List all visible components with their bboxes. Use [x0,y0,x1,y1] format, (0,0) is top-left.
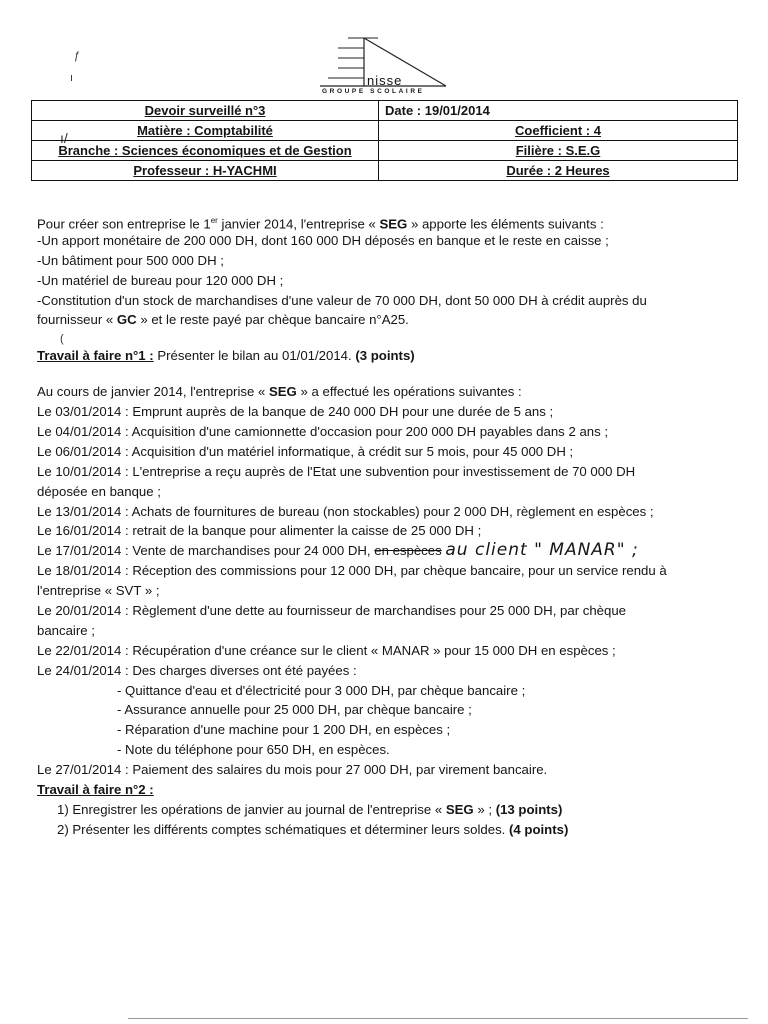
task-2-item: 2) Présenter les différents comptes schématiques et déterminer leurs soldes. (4 points) [57,821,569,837]
operations-intro: Au cours de janvier 2014, l'entreprise « SEG » a effectué les opérations suivantes : [37,384,522,400]
header-row [32,121,738,141]
header-row [32,141,738,161]
handwritten-note: au client " MANAR" ; [445,540,639,561]
exam-duration: Durée : 2 Heures [379,161,738,181]
operation-line: Le 16/01/2014 : retrait de la banque pour alimenter la caisse de 25 000 DH ; [37,523,482,539]
exam-branch: Branche : Sciences économiques et de Gestion [32,141,379,161]
exam-subject: Matière : Comptabilité [32,121,379,141]
intro-item: -Un matériel de bureau pour 120 000 DH ; [37,272,284,288]
struck-text: en espèces [374,543,442,559]
header-row [32,161,738,181]
exam-body [37,211,749,840]
operation-line: Le 10/01/2014 : L'entreprise a reçu auprès de l'Etat une subvention pour investissement de 70 000 DH [37,463,636,479]
operation-line: Le 03/01/2014 : Emprunt auprès de la banque de 240 000 DH pour une durée de 5 ans ; [37,404,554,420]
operation-line: Le 06/01/2014 : Acquisition d'un matériel informatique, à crédit sur 5 mois, pour 45 000 DH ; [37,443,574,459]
exam-coefficient: Coefficient : 4 [379,121,738,141]
operation-line: Le 18/01/2014 : Réception des commissions pour 12 000 DH, par chèque bancaire, pour un service rendu à [37,563,667,579]
page-bottom-rule [128,1018,748,1019]
intro-item: -Un apport monétaire de 200 000 DH, dont 160 000 DH déposés en banque et le reste en caisse ; [37,232,609,248]
intro-line: Pour créer son entreprise le 1er janvier 2014, l'entreprise « SEG » apporte les éléments suivants : [37,216,604,232]
operation-line-17: Le 17/01/2014 : Vente de marchandises pour 24 000 DH, en espèces au client " MANAR" ; [37,540,639,561]
operation-line: Le 13/01/2014 : Achats de fournitures de bureau (non stockables) pour 2 000 DH, règlement en espèces ; [37,503,654,519]
operation-line: Le 04/01/2014 : Acquisition d'une camionnette d'occasion pour 200 000 DH payables dans 2 ans ; [37,424,609,440]
operation-line: bancaire ; [37,622,95,638]
task-2-item: 1) Enregistrer les opérations de janvier au journal de l'entreprise « SEG » ; (13 points) [57,801,563,817]
intro-item: -Un bâtiment pour 500 000 DH ; [37,252,224,268]
charge-item: - Note du téléphone pour 650 DH, en espèces. [117,742,390,758]
logo-subtitle: GROUPE SCOLAIRE [322,88,425,95]
intro-item: -Constitution d'un stock de marchandises d'une valeur de 70 000 DH, dont 50 000 DH à crédit auprès du [37,292,647,308]
operation-line: l'entreprise « SVT » ; [37,583,160,599]
charge-item: - Assurance annuelle pour 25 000 DH, par chèque bancaire ; [117,702,472,718]
task-1: Travail à faire n°1 : Présenter le bilan au 01/01/2014. (3 points) [37,348,415,364]
operation-line: Le 24/01/2014 : Des charges diverses ont été payées : [37,662,357,678]
task-2-label: Travail à faire n°2 : [37,782,154,798]
scan-mark: ı [70,72,74,84]
scan-mark: ƒ [74,50,81,62]
exam-teacher: Professeur : H-YACHMI [32,161,379,181]
charge-item: - Réparation d'une machine pour 1 200 DH, en espèces ; [117,722,451,738]
scan-mark: ı/ [60,130,68,146]
charge-item: - Quittance d'eau et d'électricité pour 3 000 DH, par chèque bancaire ; [117,682,526,698]
operation-line: Le 22/01/2014 : Récupération d'une créance sur le client « MANAR » pour 15 000 DH en espèces ; [37,642,616,658]
exam-stream: Filière : S.E.G [379,141,738,161]
exam-title: Devoir surveillé n°3 [32,101,379,121]
exam-header-table [31,100,738,181]
scan-mark: ( [60,333,64,345]
exam-date: Date : 19/01/2014 [379,101,738,121]
operation-line: Le 20/01/2014 : Règlement d'une dette au fournisseur de marchandises pour 25 000 DH, par chèque [37,603,627,619]
operation-line: Le 27/01/2014 : Paiement des salaires du mois pour 27 000 DH, par virement bancaire. [37,762,548,778]
header-row [32,101,738,121]
operation-line: déposée en banque ; [37,483,161,499]
logo-name: nisse [367,73,403,88]
intro-item: fournisseur « GC » et le reste payé par chèque bancaire n°A25. [37,312,409,328]
